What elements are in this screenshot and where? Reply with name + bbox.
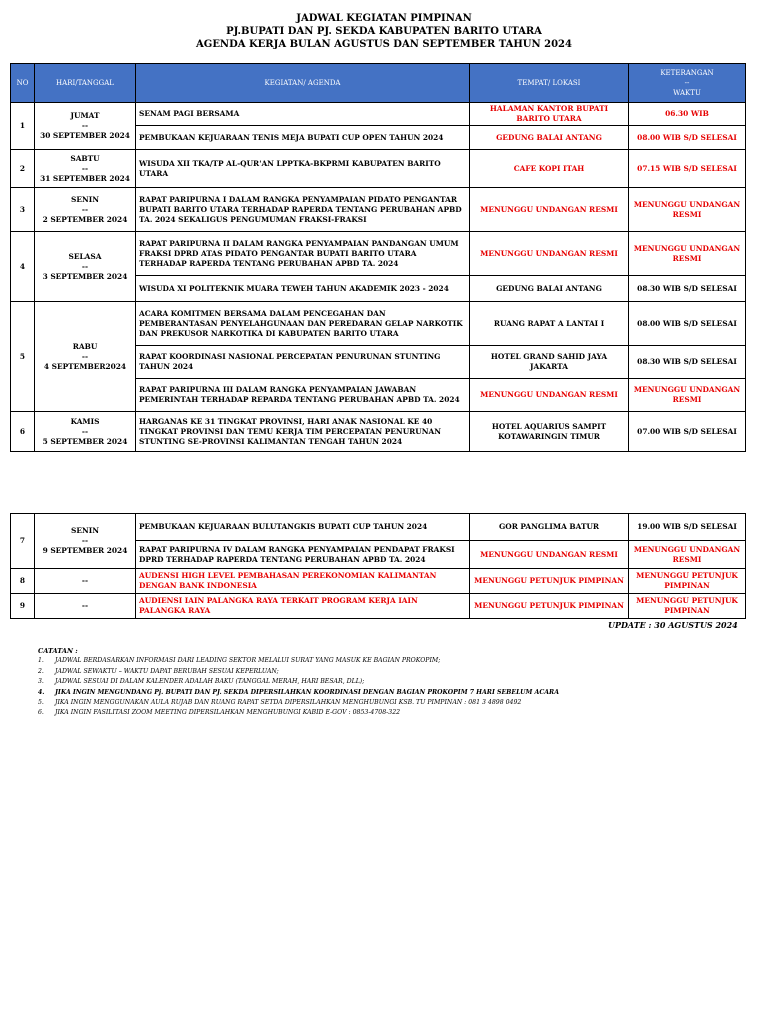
time-cell: 08.30 WIB S/D SELESAI [629,276,746,302]
table-row [11,188,746,232]
time-cell: 07.15 WIB S/D SELESAI [629,150,746,188]
time-cell: 07.00 WIB S/D SELESAI [629,412,746,452]
activity-cell: AUDIENSI IAIN PALANGKA RAYA TERKAIT PROGRAM KERJA IAIN PALANGKA RAYA [136,594,470,619]
row-day-date [35,103,136,150]
schedule-table-2 [10,513,746,619]
place-cell: MENUNGGU PETUNJUK PIMPINAN [470,569,629,594]
activity-cell: WISUDA XI POLITEKNIK MUARA TEWEH TAHUN AKADEMIK 2023 - 2024 [136,276,470,302]
header-activity: KEGIATAN/ AGENDA [136,64,470,103]
table-row [11,514,746,541]
note-text: JIKA INGIN FASILITASI ZOOM MEETING DIPERSILAHKAN MENGHUBUNGI KABID E-GOV : 0853-4708-322 [55,709,401,717]
activity-cell: RAPAT PARIPURNA IV DALAM RANGKA PENYAMPAIAN PENDAPAT FRAKSI DPRD TERHADAP RAPERDA TENTANG PERUBAHAN APBD TA. 2024 [136,541,470,569]
activity-cell: WISUDA XII TKA/TP AL-QUR'AN LPPTKA-BKPRMI KABUPATEN BARITO UTARA [136,150,470,188]
row-day-date [35,188,136,232]
day-day: JUMAT [70,111,100,120]
time-cell: MENUNGGU PETUNJUK PIMPINAN [629,569,746,594]
row-day-date [35,412,136,452]
notes-list [38,656,738,718]
day-day: RABU [72,341,98,351]
time-cell: 08.00 WIB S/D SELESAI [629,126,746,150]
schedule-table-1 [10,63,746,452]
row-number: 1 [11,103,35,150]
place-cell: HALAMAN KANTOR BUPATI BARITO UTARA [470,103,629,126]
note-item [38,708,738,718]
day-sep: -- [81,426,89,436]
place-cell: MENUNGGU PETUNJUK PIMPINAN [470,594,629,619]
note-text: JIKA INGIN MENGUNDANG Pj. BUPATI DAN PJ. SEKDA DIPERSILAHKAN KOORDINASI DENGAN BAGIAN PROKOPIM 7 HARI SEBELUM ACARA [55,688,559,696]
note-number: 1. [38,657,44,665]
note-number: 4. [38,688,45,696]
day-day: SELASA [68,251,102,261]
table-header-row [11,64,746,103]
time-cell: 08.00 WIB S/D SELESAI [629,302,746,346]
day-day: SENIN [71,526,99,535]
table-row [11,594,746,619]
note-number: 6. [38,709,44,717]
place-cell: RUANG RAPAT A LANTAI I [470,302,629,346]
place-cell: CAFE KOPI ITAH [470,150,629,188]
note-text: JADWAL BERDASARKAN INFORMASI DARI LEADING SEKTOR MELALUI SURAT YANG MASUK KE BAGIAN PROKOPIM; [55,657,441,665]
row-day-date [35,232,136,302]
note-item [38,698,738,708]
notes-title: CATATAN : [38,647,78,655]
activity-cell: AUDENSI HIGH LEVEL PEMBAHASAN PEREKONOMIAN KALIMANTAN DENGAN BANK INDONESIA [136,569,470,594]
row-day-date [35,150,136,188]
note-item [38,656,738,666]
day-date: 30 SEPTEMBER 2024 [40,131,130,140]
row-day-date [35,514,136,569]
day-sep: -- [81,576,89,585]
table-row [11,103,746,126]
day-sep: -- [81,163,89,173]
activity-cell: RAPAT KOORDINASI NASIONAL PERCEPATAN PENURUNAN STUNTING TAHUN 2024 [136,346,470,379]
day-day: SENIN [71,194,99,204]
time-cell: 19.00 WIB S/D SELESAI [629,514,746,541]
activity-cell: ACARA KOMITMEN BERSAMA DALAM PENCEGAHAN DAN PEMBERANTASAN PENYELAHGUNAAN DAN PEREDARAN GELAP NARKOTIK DAN PREKUSOR NARKOTIKA DI KABUPATEN BARITO UTARA [136,302,470,346]
note-text: JADWAL SESUAI DI DALAM KALENDER ADALAH BAKU (TANGGAL MERAH, HARI BESAR, DLL); [55,678,365,686]
title-line-1: JADWAL KEGIATAN PIMPINAN [296,13,472,24]
table-row [11,412,746,452]
place-cell: GOR PANGLIMA BATUR [470,514,629,541]
header-note: KETERANGAN -- WAKTU [629,64,746,103]
day-date: 2 SEPTEMBER 2024 [42,214,128,224]
update-date: UPDATE : 30 AGUSTUS 2024 [608,620,738,630]
place-cell: MENUNGGU UNDANGAN RESMI [470,541,629,569]
activity-cell: RAPAT PARIPURNA II DALAM RANGKA PENYAMPAIAN PANDANGAN UMUM FRAKSI DPRD ATAS PIDATO PENGANTAR BUPATI BARITO UTARA TERHADAP RAPERDA TENTANG PERUBAHAN APBD TA. 2024 [136,232,470,276]
row-day-date [35,594,136,619]
note-text: JIKA INGIN MENGGUNAKAN AULA RUJAB DAN RUANG RAPAT SETDA DIPERSILAHKAN MENGHUBUNGI KSB. TU PIMPINAN : 081 3 4898 0492 [55,699,522,707]
row-number: 2 [11,150,35,188]
table-row [11,302,746,346]
note-number: 5. [38,699,44,707]
time-cell: 06.30 WIB [629,103,746,126]
notes-block [38,646,738,719]
row-number: 4 [11,232,35,302]
day-sep: -- [81,261,89,271]
activity-cell: PEMBUKAAN KEJUARAAN TENIS MEJA BUPATI CUP OPEN TAHUN 2024 [136,126,470,150]
document-title-block [0,12,768,51]
table-row [11,150,746,188]
day-sep: -- [81,351,89,361]
time-cell: MENUNGGU UNDANGAN RESMI [629,188,746,232]
row-number: 8 [11,569,35,594]
table-row [11,232,746,276]
row-number: 9 [11,594,35,619]
row-number: 6 [11,412,35,452]
title-line-3: AGENDA KERJA BULAN AGUSTUS DAN SEPTEMBER TAHUN 2024 [196,39,572,50]
day-day: KAMIS [70,416,100,426]
row-number: 3 [11,188,35,232]
day-date: 5 SEPTEMBER 2024 [42,436,128,446]
time-cell: 08.30 WIB S/D SELESAI [629,346,746,379]
activity-cell: RAPAT PARIPURNA I DALAM RANGKA PENYAMPAIAN PIDATO PENGANTAR BUPATI BARITO UTARA TERHADAP RAPERDA TENTANG PERUBAHAN APBD TA. 2024 SEKALIGUS PENGUMUMAN FRAKSI-FRAKSI [136,188,470,232]
time-cell: MENUNGGU UNDANGAN RESMI [629,232,746,276]
note-text: JADWAL SEWAKTU – WAKTU DAPAT BERUBAH SESUAI KEPERLUAN; [55,667,279,675]
day-date: 4 SEPTEMBER2024 [43,361,127,371]
activity-cell: SENAM PAGI BERSAMA [136,103,470,126]
place-cell: GEDUNG BALAI ANTANG [470,276,629,302]
title-line-2: PJ.BUPATI DAN PJ. SEKDA KABUPATEN BARITO UTARA [226,26,542,37]
place-cell: GEDUNG BALAI ANTANG [470,126,629,150]
day-sep: -- [81,536,89,545]
place-cell: MENUNGGU UNDANGAN RESMI [470,188,629,232]
note-item [38,677,738,687]
activity-cell: HARGANAS KE 31 TINGKAT PROVINSI, HARI ANAK NASIONAL KE 40 TINGKAT PROVINSI DAN TEMU KERJA TIM PERCEPATAN PENURUNAN STUNTING SE-PROVINSI KALIMANTAN TENGAH TAHUN 2024 [136,412,470,452]
note-number: 2. [38,667,44,675]
day-date: 9 SEPTEMBER 2024 [42,546,128,555]
header-day: HARI/TANGGAL [35,64,136,103]
note-item [38,688,738,698]
place-cell: MENUNGGU UNDANGAN RESMI [470,232,629,276]
day-sep: -- [81,601,89,610]
day-sep: -- [81,121,89,130]
table-row [11,569,746,594]
activity-cell: RAPAT PARIPURNA III DALAM RANGKA PENYAMPAIAN JAWABAN PEMERINTAH TERHADAP REPARDA TENTANG PERUBAHAN APBD TA. 2024 [136,379,470,412]
row-number: 7 [11,514,35,569]
header-place: TEMPAT/ LOKASI [470,64,629,103]
place-cell: HOTEL GRAND SAHID JAYA JAKARTA [470,346,629,379]
header-no: NO [11,64,35,103]
time-cell: MENUNGGU PETUNJUK PIMPINAN [629,594,746,619]
note-number: 3. [38,678,44,686]
note-item [38,667,738,677]
row-day-date [35,302,136,412]
time-cell: MENUNGGU UNDANGAN RESMI [629,541,746,569]
day-sep: -- [81,204,89,214]
place-cell: MENUNGGU UNDANGAN RESMI [470,379,629,412]
place-cell: HOTEL AQUARIUS SAMPIT KOTAWARINGIN TIMUR [470,412,629,452]
time-cell: MENUNGGU UNDANGAN RESMI [629,379,746,412]
day-day: SABTU [70,153,100,163]
row-number: 5 [11,302,35,412]
day-date: 3 SEPTEMBER 2024 [42,271,128,281]
row-day-date [35,569,136,594]
day-date: 31 SEPTEMBER 2024 [40,173,130,183]
activity-cell: PEMBUKAAN KEJUARAAN BULUTANGKIS BUPATI CUP TAHUN 2024 [136,514,470,541]
